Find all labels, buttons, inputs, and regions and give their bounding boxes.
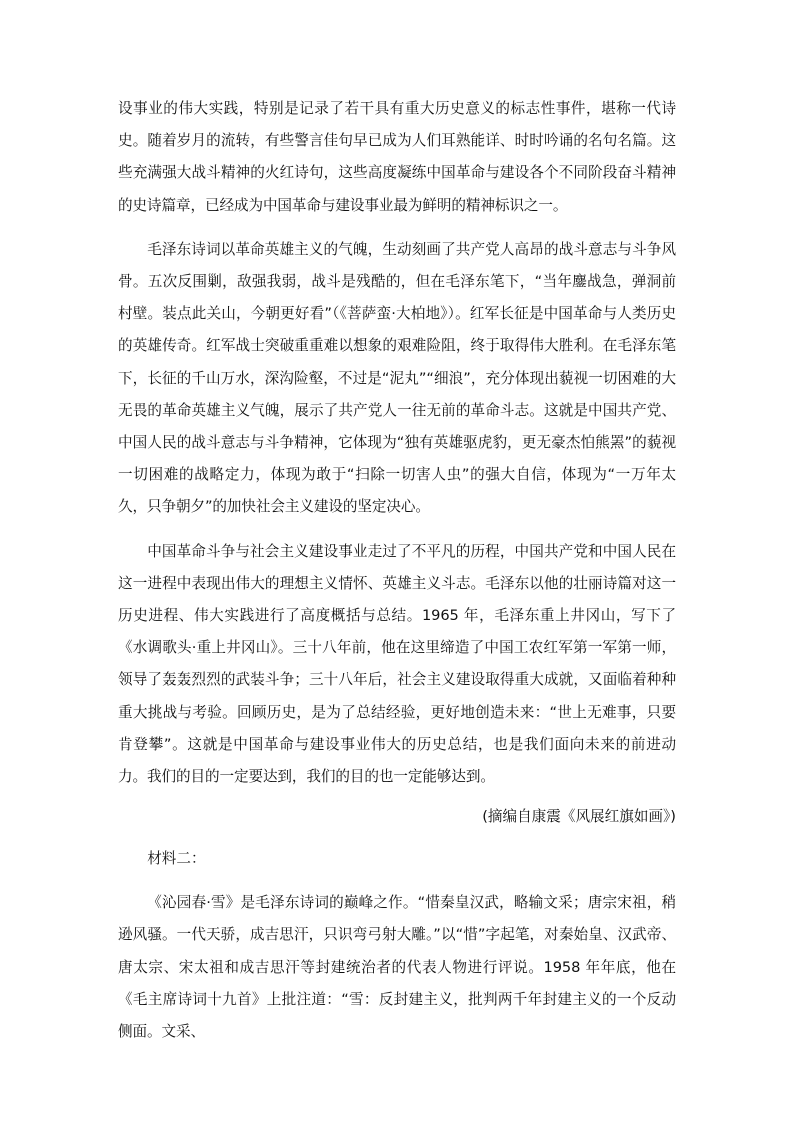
paragraph-2: 毛泽东诗词以革命英雄主义的气魄，生动刻画了共产党人高昂的战斗意志与斗争风骨。五次反围剿，敌强我弱，战斗是残酷的，但在毛泽东笔下，“当年鏖战急，弹洞前村壁。装点此关山，今朝更好看”（《菩萨蛮·大柏地》）。红军长征是中国革命与人类历史的英雄传奇。红军战士突破重重难以想象的艰难险阻，终于取得伟大胜利。在毛泽东笔下，长征的千山万水，深沟险壑，不过是“泥丸”“细浪”，充分体现出藐视一切困难的大无畏的革命英雄主义气魄，展示了共产党人一往无前的革命斗志。这就是中国共产党、中国人民的战斗意志与斗争精神，它体现为“独有英雄驱虎豹，更无豪杰怕熊罴”的藐视一切困难的战略定力，体现为敢于“扫除一切害人虫”的强大自信，体现为“一万年太久，只争朝夕”的加快社会主义建设的坚定决心。 xyxy=(118,240,676,516)
source-citation: (摘编自康震《风展红旗如画》) xyxy=(482,808,676,826)
material-2-heading: 材料二： xyxy=(147,850,206,868)
paragraph-1: 设事业的伟大实践，特别是记录了若干具有重大历史意义的标志性事件，堪称一代诗史。随着岁月的流转，有些警言佳句早已成为人们耳熟能详、时时吟诵的名句名篇。这些充满强大战斗精神的火红诗句，这些高度凝练中国革命与建设各个不同阶段奋斗精神的史诗篇章，已经成为中国革命与建设事业最为鲜明的精神标识之一。 xyxy=(118,100,676,214)
material-2-paragraph: 《沁园春·雪》是毛泽东诗词的巅峰之作。“惜秦皇汉武，略输文采；唐宗宋祖，稍逊风骚。一代天骄，成吉思汗，只识弯弓射大雕。”以“惜”字起笔，对秦始皇、汉武帝、唐太宗、宋太祖和成吉思汗等封建统治者的代表人物进行评说。1958 年年底，他在《毛主席诗词十九首》上批注道：“雪：反封建主义，批判两千年封建主义的一个反动侧面。文采、 xyxy=(118,894,676,1041)
paragraph-3: 中国革命斗争与社会主义建设事业走过了不平凡的历程，中国共产党和中国人民在这一进程中表现出伟大的理想主义情怀、英雄主义斗志。毛泽东以他的壮丽诗篇对这一历史进程、伟大实践进行了高度概括与总结。1965 年，毛泽东重上井冈山，写下了《水调歌头·重上井冈山》。三十八年前，他在这里缔造了中国工农红军第一军第一师，领导了轰轰烈烈的武装斗争；三十八年后，社会主义建设取得重大成就，又面临着种种重大挑战与考验。回顾历史，是为了总结经验，更好地创造未来：“世上无难事，只要肯登攀”。这就是中国革命与建设事业伟大的历史总结，也是我们面向未来的前进动力。我们的目的一定要达到，我们的目的也一定能够达到。 xyxy=(118,542,676,786)
document-page xyxy=(118,93,676,1048)
